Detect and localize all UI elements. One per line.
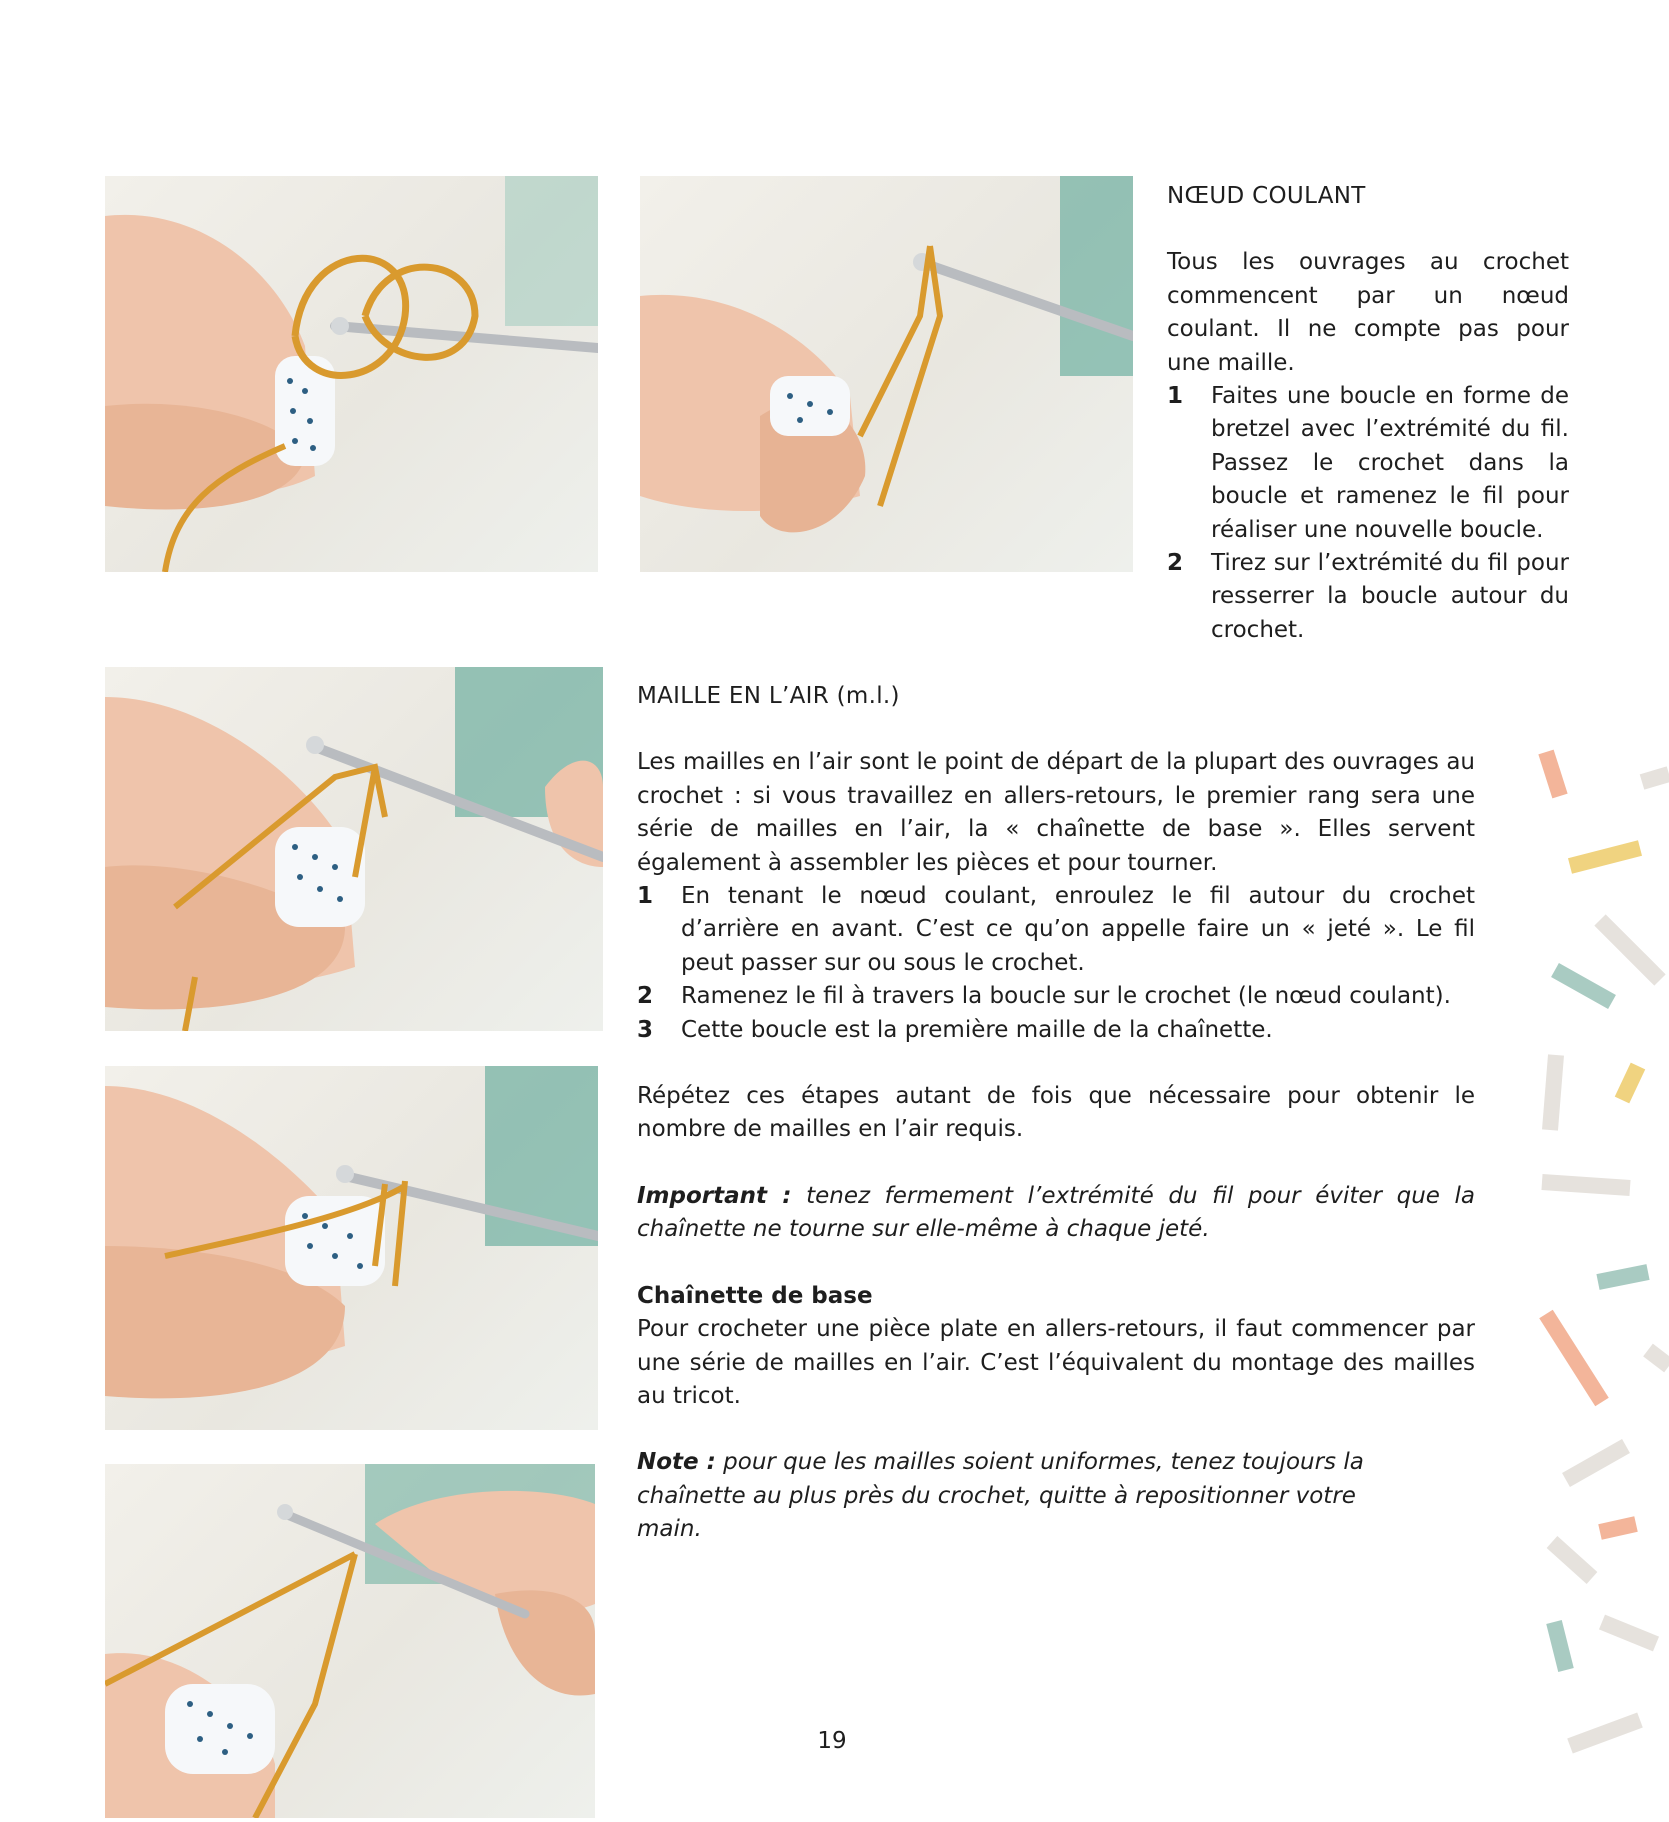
step-number: 2: [637, 983, 654, 1010]
step-text: Cette boucle est la première maille de la chaînette.: [681, 1016, 1273, 1043]
section-title: NŒUD COULANT: [1167, 183, 1366, 209]
step-text: Tirez sur l’extrémité du fil pour resserrer la boucle autour du crochet.: [1211, 550, 1569, 643]
photo-slip-knot-tightened: [640, 176, 1133, 572]
note-label: Note :: [637, 1449, 716, 1476]
important-text: tenez fermement l’extrémité du fil pour éviter que la chaînette ne tourne sur elle-même à chaque jeté.: [637, 1182, 1475, 1243]
chain-title: Chaînette de base: [637, 1282, 873, 1309]
steps-list: [1167, 380, 1569, 647]
step-number: 1: [637, 883, 654, 910]
section-title: MAILLE EN L’AIR (m.l.): [637, 683, 900, 709]
step-number: 1: [1167, 383, 1184, 410]
note-paragraph: [637, 1446, 1377, 1546]
photo-chain-pull-through: [105, 1066, 598, 1430]
step-text: Ramenez le fil à travers la boucle sur le crochet (le nœud coulant).: [681, 983, 1451, 1010]
step-number: 3: [637, 1016, 654, 1043]
important-label: Important :: [637, 1182, 792, 1209]
photo-chain-braid: [105, 1464, 595, 1818]
chain-paragraph: Pour crocheter une pièce plate en allers-retours, il faut commencer par une série de mailles en l’air. C’est l’équivalent du montage des mailles au tricot.: [637, 1316, 1475, 1409]
section-intro: Tous les ouvrages au crochet commencent par un nœud coulant. Il ne compte pas pour une maille.: [1167, 249, 1569, 376]
section-intro: Les mailles en l’air sont le point de départ de la plupart des ouvrages au crochet : si vous travaillez en allers-retours, le premier rang sera une série de mailles en l’air, la « chaînette de base ». Elles servent également à assembler les pièces et pour tourner.: [637, 749, 1475, 876]
step-number: 2: [1167, 550, 1184, 577]
decorative-confetti: [1530, 730, 1669, 1818]
page-number: 19: [817, 1728, 847, 1754]
important-note: [637, 1180, 1475, 1247]
step-item: [637, 880, 1475, 980]
section-noeud-coulant: [1167, 180, 1569, 647]
step-item: [637, 980, 1475, 1013]
step-item: [1167, 380, 1569, 547]
repeat-paragraph: Répétez ces étapes autant de fois que nécessaire pour obtenir le nombre de mailles en l’air requis.: [637, 1083, 1475, 1143]
confetti-graphic: [1530, 730, 1669, 1818]
step-item: [1167, 547, 1569, 647]
photo-chain-first-yarn-over: [105, 667, 603, 1031]
photo-slip-knot-pretzel-loop: [105, 176, 598, 572]
step-text: Faites une boucle en forme de bretzel avec l’extrémité du fil. Passez le crochet dans la boucle et ramenez le fil pour réaliser une nouvelle boucle.: [1211, 383, 1569, 543]
step-item: [637, 1014, 1475, 1047]
step-text: En tenant le nœud coulant, enroulez le fil autour du crochet d’arrière en avant. C’est ce qu’on appelle faire un « jeté ». Le fil peut passer sur ou sous le crochet.: [681, 883, 1475, 976]
section-maille-en-l-air: [637, 680, 1475, 1547]
steps-list: [637, 880, 1475, 1047]
note-text: pour que les mailles soient uniformes, tenez toujours la chaînette au plus près du crochet, quitte à repositionner votre main.: [637, 1449, 1364, 1543]
